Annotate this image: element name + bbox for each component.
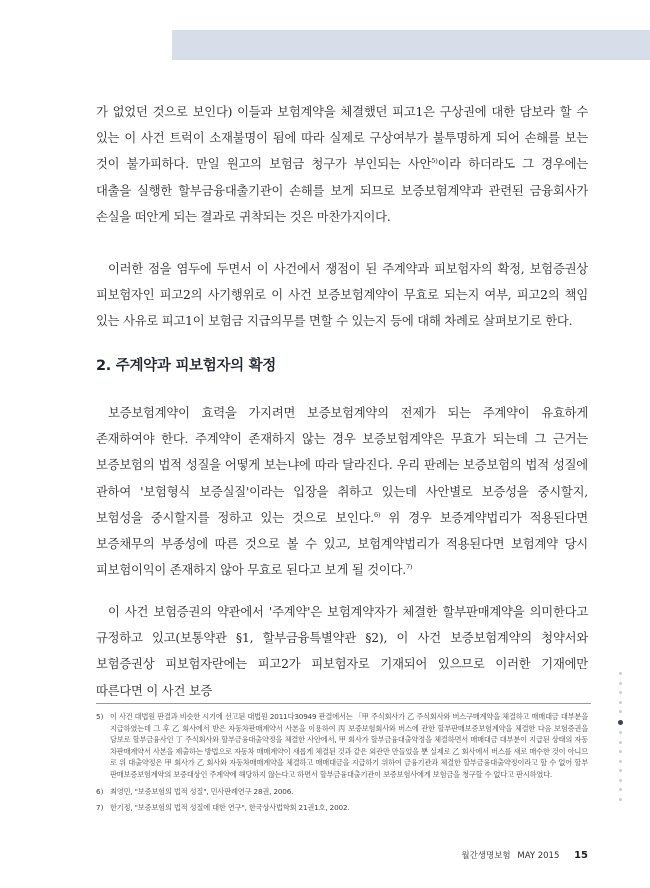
footnote-ref-7[interactable]: 7) xyxy=(405,563,413,572)
footnote-ref-5[interactable]: 5) xyxy=(431,157,438,166)
body-paragraph-3 xyxy=(96,400,588,583)
page-dot[interactable] xyxy=(619,701,622,704)
footnote-7 xyxy=(96,802,588,814)
page-dot[interactable] xyxy=(619,798,622,801)
footnote-text: 한기정, "보증보험의 법적 성질에 대한 연구", 한국상사법학회 21권1호, 2002. xyxy=(110,803,350,813)
page-indicator[interactable] xyxy=(618,672,624,807)
page-dot-active[interactable] xyxy=(618,720,623,725)
paragraph-text: 보증보험계약이 효력을 가지려면 보증보험계약의 전제가 되는 주계약이 유효하게 존재하여야 한다. 주계약이 존재하지 않는 경우 보증보험계약은 무효가 되는데 그 근거는 보증보험의 법적 성질을 어떻게 보는냐에 따라 달라진다. 우리 판례는 보증보험의 법적 성질에 관하여 '보험형식 보증실질'이라는 입장을 취하고 있는데 사안별로 보증성을 중시할지, 보험성을 중시할지를 정하고 있는 것으로 보인다. xyxy=(96,406,588,525)
page-dot[interactable] xyxy=(619,760,622,763)
page-dot[interactable] xyxy=(619,750,622,753)
footnote-divider xyxy=(96,703,591,704)
footnote-number: 6) xyxy=(96,786,104,796)
header-band xyxy=(172,30,650,60)
page-dot[interactable] xyxy=(619,710,622,713)
footnote-number: 7) xyxy=(96,803,104,813)
body-paragraph-2 xyxy=(96,256,588,335)
paragraph-text: 이 사건 보험증권의 약관에서 '주계약'은 보험계약자가 체결한 할부판매계약을 의미한다고 규정하고 있고(보통약관 §1, 할부금융특별약관 §2), 이 사건 보증보험계약의 청약서와 보험증권상 피보험자란에는 피고2가 피보험자로 기재되어 있으므로 이러한 기재에만 따른다면 이 사건 보증 xyxy=(96,605,588,698)
body-paragraph-1 xyxy=(96,99,588,230)
section-title: 2. 주계약과 피보험자의 확정 xyxy=(96,358,277,374)
page-dot[interactable] xyxy=(619,788,622,791)
page-dot[interactable] xyxy=(619,691,622,694)
body-paragraph-4 xyxy=(96,599,588,704)
paragraph-text: 위 경우 보증계약법리가 적용된다면 보증채무의 부종성에 따른 것으로 볼 수 있고, 보험계약법리가 적용된다면 보험계약 당시 피보험이익이 존재하지 않아 무효로 된다고 보게 될 것이다. xyxy=(96,510,588,578)
footnote-number: 5) xyxy=(96,712,104,721)
page-footer xyxy=(461,849,588,861)
issue-date: MAY 2015 xyxy=(517,851,560,861)
publication-name: 월간생명보험 xyxy=(461,851,511,861)
footnote-6 xyxy=(96,786,588,798)
page-dot[interactable] xyxy=(619,779,622,782)
page-dot[interactable] xyxy=(619,682,622,685)
footnote-ref-6[interactable]: 6) xyxy=(373,510,381,519)
page-dot[interactable] xyxy=(619,731,622,734)
page-dot[interactable] xyxy=(619,769,622,772)
page-dot[interactable] xyxy=(619,672,622,675)
paragraph-text: 이러한 점을 염두에 두면서 이 사건에서 쟁점이 된 주계약과 피보험자의 확정, 보험증권상 피보험자인 피고2의 사기행위로 이 사건 보증보험계약이 무효로 되는지 여부, 피고2의 책임 있는 사유로 피고1이 보험금 지급의무를 면할 수 있는지 등에 대해 차례로 살펴보기로 한다. xyxy=(96,262,588,329)
paragraph-text: 이라 하더라도 그 경우에는 대출을 실행한 할부금융대출기관이 손해를 보게 되므로 보증보험계약과 관련된 금융회사가 손실을 떠안게 되는 결과로 귀착되는 것은 마찬가지이다. xyxy=(96,157,589,224)
footnote-text: 최영민, "보증보험의 법적 성질", 민사판례연구 28권, 2006. xyxy=(110,786,294,796)
page-dot[interactable] xyxy=(619,741,622,744)
page-number: 15 xyxy=(574,850,588,861)
footnotes xyxy=(96,711,588,819)
paragraph-text: 가 없었던 것으로 보인다) 이들과 보험계약을 체결했던 피고1은 구상권에 대한 담보라 할 수 있는 이 사건 트럭이 소재불명이 됨에 따라 실제로 구상여부가 불투명하게 되어 손해를 보는 것이 불가피하다. 만일 원고의 보험금 청구가 부인되는 사안 xyxy=(96,105,588,172)
footnote-5 xyxy=(96,711,588,781)
footnote-text: 이 사건 대법원 판결과 비슷한 시기에 선고된 대법원 2011다30949 판결에서는 「甲 주식회사가 乙 주식회사와 버스구매계약을 체결하고 매매대금 대부분을 지급하였는데 그 후 乙 회사에서 받은 자동차판매계약서 사본을 이용하여 丙 보증보험회사와 버스에 관한 할부판매보증보험계약을 체결한 다음 보험증권을 담보로 할부금융사인 丁 주식회사와 할부금융대출약정을 체결한 사안에서, 甲 회사가 할부금융대출약정을 체결하면서 매매대금 대부분이 지급된 상태의 자동차판매계약서 사본을 제출하는 방법으로 자동차 매매계약이 새롭게 체결된 것과 같은 외관만 만들었을 뿐 실제로 乙 회사에서 버스를 새로 매수한 것이 아니므로 위 대출약정은 甲 회사가 乙 회사와 자동차매매계약을 체결하고 매매대금을 지급하기 위하여 금융기관과 체결한 할부금융대출약정이라고 할 수 없어 할부판매보증보험계약의 보증대상인 주계약에 해당하지 않는다고 하면서 할부금융대출기관이 보증보험사에게 보험금을 청구할 수 없다고 판시하였다. xyxy=(110,712,588,779)
